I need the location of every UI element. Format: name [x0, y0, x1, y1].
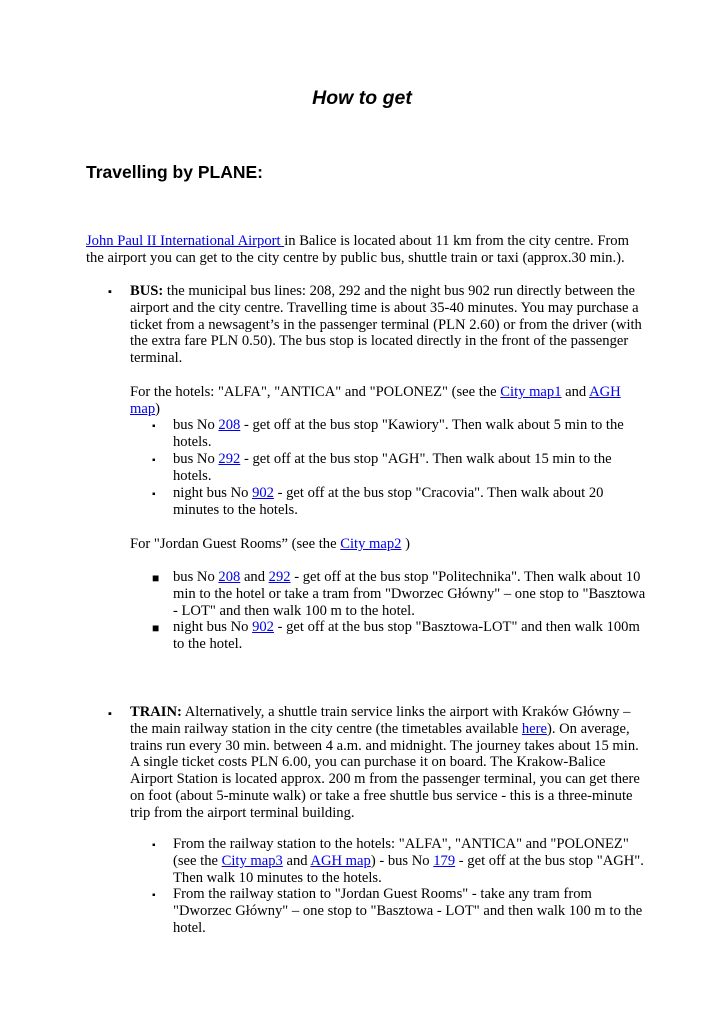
sub-bullet: ▪	[152, 421, 156, 432]
hotels-close-text: )	[155, 400, 161, 417]
item-text: night bus No	[173, 485, 253, 501]
item-text: - get off at the bus stop "Cracovia". Then walk about 20 minutes to the hotels.	[173, 485, 604, 518]
list-item: From the railway station to "Jordan Guest Rooms" - take any tram from "Dworzec Główny" – one stop to "Basztowa - LOT" and then walk 100 m to the hotel.	[173, 886, 643, 936]
list-item	[173, 485, 653, 519]
bus-208-link[interactable]: 208	[218, 417, 241, 433]
train-text: Alternatively, a shuttle train service links the airport with Kraków Główny – the main railway station in the city centre (the timetables available	[130, 704, 631, 737]
intro-paragraph	[86, 233, 646, 267]
bus-902-link[interactable]: 902	[252, 485, 274, 501]
bus-label: BUS:	[130, 283, 164, 299]
jordan-close-text: )	[401, 536, 410, 552]
item-text: bus No	[173, 451, 219, 467]
list-item	[173, 417, 653, 451]
item-text: - get off at the bus stop "Kawiory". Then walk about 5 min to the hotels.	[173, 417, 624, 450]
bus-292-link[interactable]: 292	[268, 569, 291, 585]
bus-179-link[interactable]: 179	[433, 852, 456, 869]
item-text: and	[240, 569, 269, 585]
item-text: bus No	[173, 569, 219, 585]
train-text: ). On average, trains run every 30 min. between 4 a.m. and midnight. The journey takes about 15 min. A single ticket costs PLN 6.00, you can purchase it on board. The Krakow-Balice Airport Station is located approx. 200 m from the passenger terminal, you can get there on foot (about 5-minute walk) or take a free shuttle bus service - this is a three-minute trip from the airport terminal building.	[130, 720, 640, 821]
item-text: - get off at the bus stop "AGH". Then walk 10 minutes to the hotels.	[173, 852, 644, 886]
train-paragraph	[130, 704, 650, 822]
bus-text: the municipal bus lines: 208, 292 and the night bus 902 run directly between the airport and the city centre. Travelling time is about 35-40 minutes. You may purchase a ticket from a newsagent’s in the passenger terminal (PLN 2.60) or from the driver (with the extra fare PLN 0.50). The bus stop is located directly in the front of the passenger terminal.	[130, 283, 642, 367]
list-item	[173, 569, 653, 619]
page-title: How to get	[312, 87, 412, 109]
jordan-intro-text: For "Jordan Guest Rooms” (see the	[130, 536, 341, 552]
sub-bullet: ▪	[152, 455, 156, 466]
item-text: and	[282, 852, 311, 869]
sub-bullet: ▪	[152, 890, 156, 901]
train-label: TRAIN:	[130, 704, 182, 720]
hotels-and-text: and	[561, 384, 590, 400]
timetable-here-link[interactable]: here	[521, 720, 547, 737]
item-text: - get off at the bus stop "Politechnika". Then walk about 10 min to the hotel or take a tram from "Dworzec Główny" – one stop to "Basztowa - LOT" and then walk 100 m to the hotel.	[173, 569, 646, 619]
bus-208-link[interactable]: 208	[218, 569, 241, 585]
airport-link[interactable]: John Paul II International Airport	[86, 233, 285, 249]
bus-292-link[interactable]: 292	[218, 451, 241, 467]
list-item	[173, 836, 653, 886]
agh-map-link[interactable]: AGH map	[130, 384, 621, 417]
city-map3-link[interactable]: City map3	[221, 852, 283, 869]
city-map1-link[interactable]: City map1	[500, 384, 562, 400]
item-text: ) - bus No	[370, 852, 434, 869]
bus-paragraph	[130, 283, 650, 367]
sub-bullet: ▪	[152, 489, 156, 500]
section-heading: Travelling by PLANE:	[86, 162, 263, 182]
item-text: night bus No	[173, 619, 253, 635]
train-bullet: ▪	[108, 708, 112, 720]
sub-bullet: ▪	[152, 840, 156, 851]
bus-902-link[interactable]: 902	[252, 619, 274, 635]
hotels-intro	[130, 384, 650, 418]
sub-bullet: ■	[152, 571, 160, 585]
city-map2-link[interactable]: City map2	[340, 536, 402, 552]
item-text: From the railway station to the hotels: "ALFA", "ANTICA" and "POLONEZ" (see the	[173, 836, 629, 869]
hotels-intro-text: For the hotels: "ALFA", "ANTICA" and "POLONEZ" (see the	[130, 384, 501, 400]
item-text: - get off at the bus stop "Basztowa-LOT" and then walk 100m to the hotel.	[173, 619, 640, 652]
item-text: bus No	[173, 417, 219, 433]
bus-bullet: ▪	[108, 286, 112, 298]
jordan-intro	[130, 536, 650, 553]
item-text: - get off at the bus stop "AGH". Then walk about 15 min to the hotels.	[173, 451, 612, 484]
agh-map-link[interactable]: AGH map	[310, 852, 371, 869]
list-item	[173, 619, 653, 653]
sub-bullet: ■	[152, 621, 160, 635]
intro-text: in Balice is located about 11 km from the city centre. From the airport you can get to the city centre by public bus, shuttle train or taxi (approx.30 min.).	[86, 233, 629, 266]
list-item	[173, 451, 653, 485]
